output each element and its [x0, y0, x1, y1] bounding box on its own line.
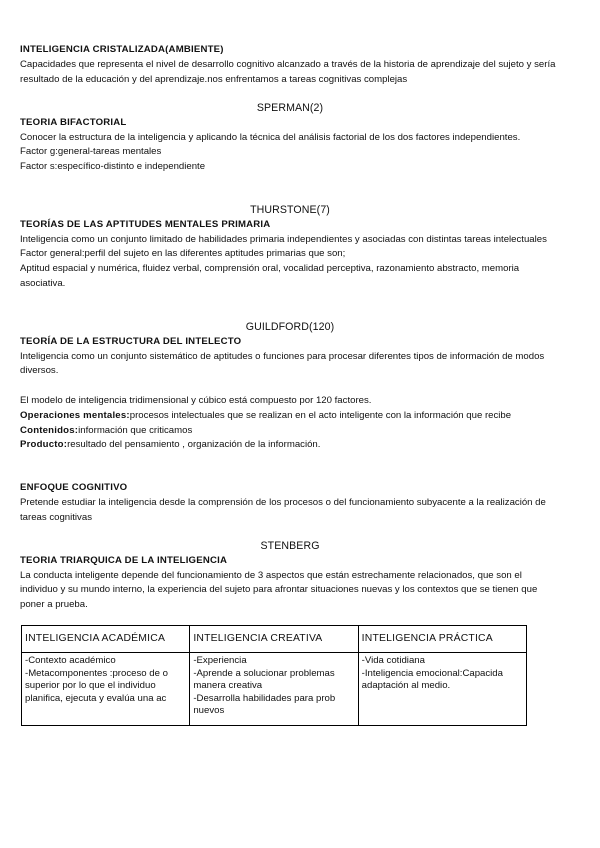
section-body: Conocer la estructura de la inteligencia y aplicando la técnica del análisis factorial de los dos factores independientes.	[20, 131, 521, 143]
cell-academica	[22, 653, 190, 726]
contenidos-item	[20, 424, 560, 439]
author-heading: GUILDFORD(120)	[245, 321, 335, 333]
cell-line: superior por lo que el individuo	[25, 680, 156, 692]
section-body: La conducta inteligente depende del funcionamiento de 3 aspectos que están estrechamente relacionados, que son el individuo y su mundo interno, la experiencia del sujeto para afrontar situaciones nuevas y los contextos que se tienen que poner a prueba.	[20, 569, 538, 611]
section-stenberg	[20, 539, 560, 613]
factor-g: Factor g:general-tareas mentales	[20, 146, 162, 158]
author-heading: STENBERG	[260, 540, 320, 552]
cell-line: adaptación al medio.	[361, 680, 451, 692]
operaciones-item	[20, 409, 560, 424]
table-row	[22, 653, 527, 726]
intelligence-table	[21, 625, 527, 726]
factor-s: Factor s:específico-distinto e independiente	[20, 161, 206, 173]
cell-line: -Experiencia	[193, 655, 247, 666]
section-title: TEORIA TRIARQUICA DE LA INTELIGENCIA	[20, 554, 228, 566]
cell-line: manera creativa	[193, 680, 263, 692]
section-title: ENFOQUE COGNITIVO	[20, 482, 128, 493]
cell-line: -Contexto académico	[25, 655, 116, 666]
cell-creativa	[190, 653, 358, 726]
cell-line: -Desarrolla habilidades para prob	[193, 692, 336, 704]
producto-text: resultado del pensamiento , organización de la información.	[67, 439, 321, 451]
section-title: TEORÍA DE LA ESTRUCTURA DEL INTELECTO	[20, 335, 242, 347]
section-body: Inteligencia como un conjunto limitado de habilidades primaria independientes y asociadas con distintas tareas intelectuales	[20, 233, 547, 245]
section-body: Capacidades que representa el nivel de desarrollo cognitivo alcanzado a través de la historia de aprendizaje del sujeto y sería resultado de la educación y del aprendizaje.nos enfrentamos a tareas cognitivas complejas	[20, 58, 556, 85]
header-creativa: INTELIGENCIA CREATIVA	[190, 626, 358, 653]
section-title: TEORIA BIFACTORIAL	[20, 116, 127, 128]
section-cognitivo	[20, 481, 560, 525]
author-heading: SPERMAN(2)	[256, 102, 324, 114]
header-practica: INTELIGENCIA PRÁCTICA	[358, 626, 526, 653]
producto-item	[20, 438, 560, 453]
producto-label: Producto:	[20, 439, 68, 451]
cell-line: -Aprende a solucionar problemas	[193, 667, 335, 679]
aptitudes-list: Aptitud espacial y numérica, fluidez verbal, comprensión oral, vocalidad perceptiva, razonamiento abstracto, memoria asociativa.	[20, 263, 520, 289]
section-title: TEORÍAS DE LAS APTITUDES MENTALES PRIMARIA	[20, 218, 271, 230]
section-body: Inteligencia como un conjunto sistemático de aptitudes o funciones para procesar diferentes tipos de información de modos diversos.	[20, 350, 545, 377]
section-title: INTELIGENCIA CRISTALIZADA(AMBIENTE)	[20, 44, 224, 55]
table-header-row	[22, 626, 527, 653]
cell-line: planifica, ejecuta y evalúa una ac	[25, 692, 167, 704]
cell-line: -Vida cotidiana	[361, 655, 425, 666]
section-guildford	[20, 320, 560, 453]
contenidos-label: Contenidos:	[20, 424, 79, 436]
section-sperman	[20, 101, 560, 175]
operaciones-label: Operaciones mentales:	[20, 409, 130, 421]
cell-line: -Inteligencia emocional:Capacida	[361, 667, 503, 679]
factor-general: Factor general:perfil del sujeto en las diferentes aptitudes primarias que son;	[20, 248, 346, 260]
section-cristalizada	[20, 43, 560, 87]
author-heading: THURSTONE(7)	[250, 204, 330, 216]
operaciones-text: procesos intelectuales que se realizan en el acto inteligente con la información que recibe	[129, 409, 512, 421]
model-description: El modelo de inteligencia tridimensional y cúbico está compuesto por 120 factores.	[20, 394, 372, 406]
cell-line: nuevos	[193, 705, 225, 717]
cell-line: -Metacomponentes :proceso de o	[25, 667, 168, 679]
contenidos-text: información que criticamos	[78, 424, 193, 436]
section-thurstone	[20, 203, 560, 292]
header-academica: INTELIGENCIA ACADÉMICA	[22, 626, 190, 653]
section-body: Pretende estudiar la inteligencia desde la comprensión de los procesos o del funcionamiento subyacente a la realización de tareas cognitivas	[20, 496, 546, 523]
cell-practica	[358, 653, 526, 726]
